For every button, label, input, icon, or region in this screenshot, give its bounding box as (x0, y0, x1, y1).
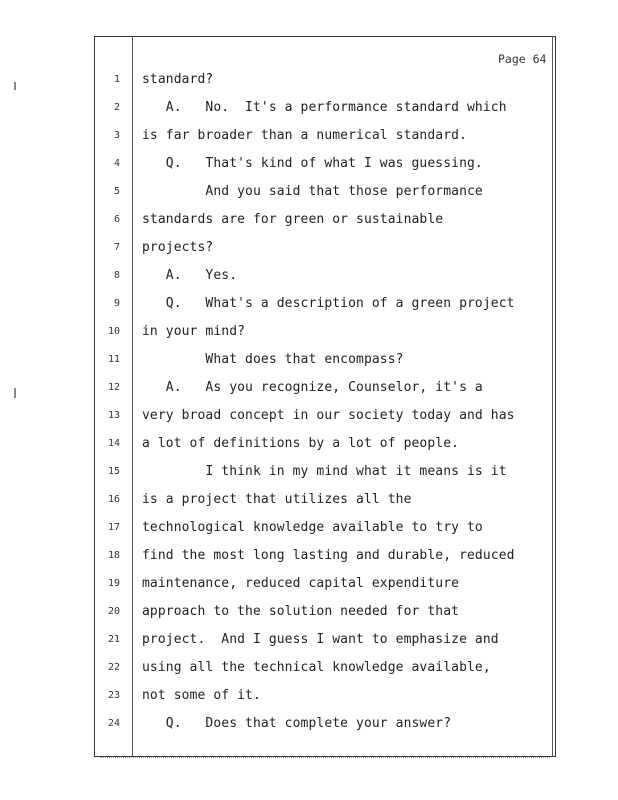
line-text: I think in my mind what it means is it (142, 464, 507, 479)
line-number: 9 (113, 298, 120, 309)
line-text: And you said that those performance (142, 184, 483, 199)
transcript-line (0, 264, 618, 292)
line-text: Q. Does that complete your answer? (142, 716, 452, 731)
line-text: A. No. It's a performance standard which (142, 100, 507, 115)
line-number: 24 (107, 718, 120, 729)
line-text: not some of it. (142, 688, 261, 703)
transcript-line (0, 572, 618, 600)
transcript-lines (0, 68, 618, 740)
line-number: 6 (113, 214, 120, 225)
line-number: 23 (107, 690, 120, 701)
line-text: is far broader than a numerical standard. (142, 128, 467, 143)
line-number: 15 (107, 466, 120, 477)
transcript-line (0, 600, 618, 628)
transcript-line (0, 180, 618, 208)
line-number: 18 (107, 550, 120, 561)
line-text: Q. That's kind of what I was guessing. (142, 156, 483, 171)
line-number: 12 (107, 382, 120, 393)
line-text: a lot of definitions by a lot of people. (142, 436, 460, 451)
line-text: Q. What's a description of a green project (142, 296, 515, 311)
transcript-line (0, 208, 618, 236)
line-number: 2 (113, 102, 120, 113)
line-text: standards are for green or sustainable (142, 212, 444, 227)
line-text: is a project that utilizes all the (142, 492, 412, 507)
line-number: 14 (107, 438, 120, 449)
transcript-line (0, 348, 618, 376)
transcript-line (0, 68, 618, 96)
transcript-line (0, 404, 618, 432)
line-number: 1 (113, 74, 120, 85)
line-number: 20 (107, 606, 120, 617)
line-number: 7 (113, 242, 120, 253)
line-number: 11 (107, 354, 120, 365)
line-text: in your mind? (142, 324, 246, 339)
line-text: using all the technical knowledge available, (142, 660, 491, 675)
line-number: 4 (113, 158, 120, 169)
line-text: maintenance, reduced capital expenditure (142, 576, 460, 591)
line-number: 21 (107, 634, 120, 645)
line-text: project. And I guess I want to emphasize and (142, 632, 499, 647)
transcript-line (0, 544, 618, 572)
line-text: technological knowledge available to try to (142, 520, 483, 535)
line-number: 16 (107, 494, 120, 505)
transcript-line (0, 236, 618, 264)
line-text: What does that encompass? (142, 352, 404, 367)
line-number: 13 (107, 410, 120, 421)
transcript-line (0, 712, 618, 740)
transcript-line (0, 460, 618, 488)
transcript-line (0, 432, 618, 460)
transcript-line (0, 628, 618, 656)
transcript-line (0, 152, 618, 180)
transcript-line (0, 684, 618, 712)
line-number: 19 (107, 578, 120, 589)
line-text: projects? (142, 240, 214, 255)
transcript-line (0, 96, 618, 124)
transcript-line (0, 376, 618, 404)
transcript-line (0, 516, 618, 544)
line-text: standard? (142, 72, 214, 87)
line-number: 10 (107, 326, 120, 337)
page-number: Page 64 (498, 52, 547, 66)
transcript-line (0, 320, 618, 348)
transcript-line (0, 292, 618, 320)
line-number: 3 (113, 130, 120, 141)
line-text: approach to the solution needed for that (142, 604, 460, 619)
line-number: 8 (113, 270, 120, 281)
line-number: 17 (107, 522, 120, 533)
line-number: 22 (107, 662, 120, 673)
line-text: very broad concept in our society today and has (142, 408, 515, 423)
scan-noise-bottom (100, 757, 550, 762)
line-text: find the most long lasting and durable, reduced (142, 548, 515, 563)
line-text: A. Yes. (142, 268, 238, 283)
line-number: 5 (113, 186, 120, 197)
transcript-line (0, 488, 618, 516)
line-text: A. As you recognize, Counselor, it's a (142, 380, 483, 395)
transcript-line (0, 656, 618, 684)
transcript-line (0, 124, 618, 152)
